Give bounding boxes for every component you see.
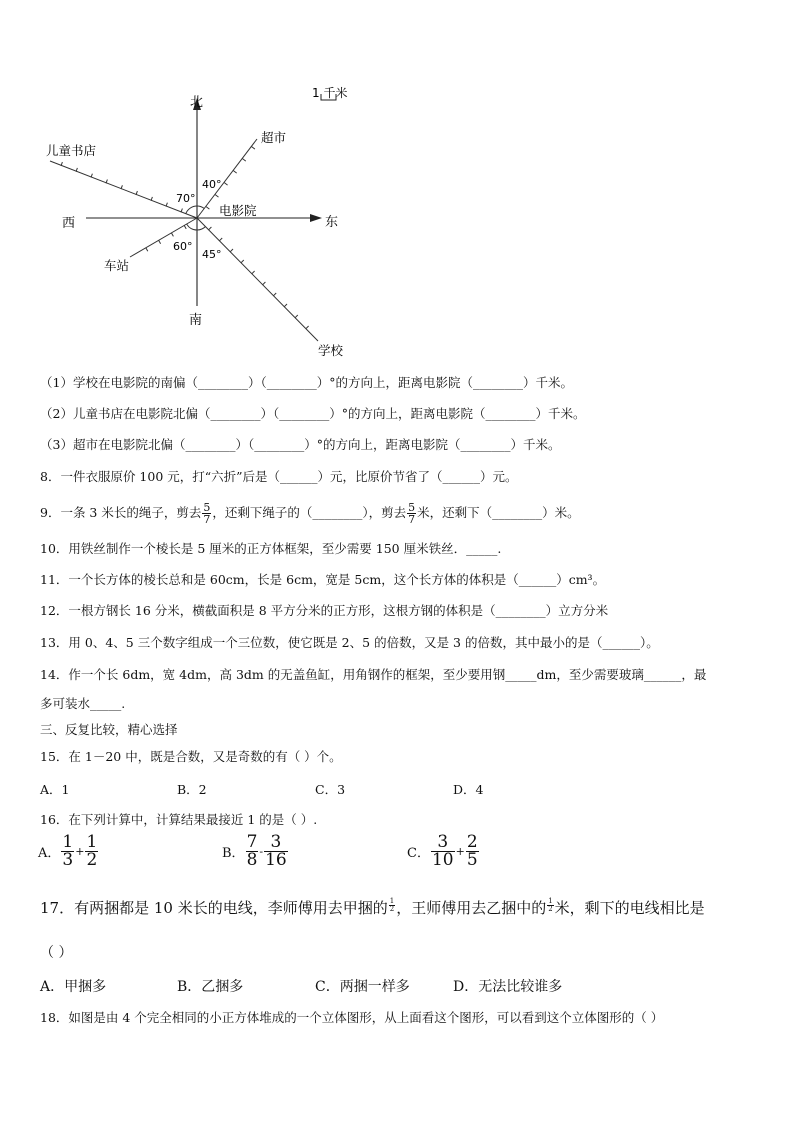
q9-f2-numerator: 5 bbox=[408, 501, 416, 514]
label-angle-60: 60° bbox=[173, 240, 193, 253]
q17-f2-n: 1 bbox=[548, 897, 553, 905]
q17-f2-d: 2 bbox=[548, 905, 553, 913]
q16-c-f1-d: 10 bbox=[431, 850, 454, 870]
direction-diagram bbox=[0, 80, 380, 360]
question-16: 16．在下列计算中，计算结果最接近 1 的是（ ）. bbox=[40, 812, 318, 827]
label-center: 电影院 bbox=[219, 203, 257, 218]
ray-school bbox=[197, 218, 318, 341]
label-school: 学校 bbox=[318, 343, 344, 358]
q15-option-a[interactable]: A．1 bbox=[40, 782, 70, 797]
question-13: 13．用 0、4、5 三个数字组成一个三位数，使它既是 2、5 的倍数，又是 3 的倍数，其中最小的是（______）。 bbox=[40, 635, 659, 650]
q16-c-fraction-2 bbox=[466, 834, 479, 869]
ray-children-bookstore bbox=[50, 161, 197, 218]
q9-f1-numerator: 5 bbox=[203, 501, 211, 514]
q17-fraction-1 bbox=[389, 898, 395, 913]
q16-b-fraction-1 bbox=[246, 834, 259, 869]
q16-b-f1-d: 8 bbox=[246, 850, 258, 870]
q16-c-fraction-1 bbox=[431, 834, 455, 869]
q16-b-f2-n: 3 bbox=[264, 834, 288, 852]
label-west: 西 bbox=[62, 216, 76, 231]
q16-c-f2-n: 2 bbox=[466, 832, 478, 852]
question-9 bbox=[40, 496, 580, 530]
label-angle-45: 45° bbox=[202, 248, 222, 261]
arc-45 bbox=[197, 227, 205, 230]
q9-text-b: ，还剩下绳子的（________），剪去 bbox=[212, 505, 407, 520]
label-angle-40: 40° bbox=[202, 178, 222, 191]
question-15: 15．在 1－20 中，既是合数，又是奇数的有（ ）个。 bbox=[40, 749, 342, 764]
q17-answer-paren: （ ） bbox=[40, 945, 73, 961]
q16-option-b[interactable] bbox=[222, 834, 289, 869]
ray-ticks bbox=[61, 147, 309, 329]
q17-text-a: 17．有两捆都是 10 米长的电线，李师傅用去甲捆的 bbox=[40, 899, 388, 917]
q17-f1-n: 1 bbox=[389, 897, 395, 905]
question-12: 12．一根方钢长 16 分米，横截面积是 8 平方分米的正方形，这根方钢的体积是（________）立方分米 bbox=[40, 603, 609, 618]
q17-option-d[interactable]: D．无法比较谁多 bbox=[453, 979, 563, 995]
q9-fraction-1 bbox=[202, 502, 211, 525]
q17-fraction-2 bbox=[547, 898, 553, 913]
question-14-line1: 14．作一个长 6dm，宽 4dm，高 3dm 的无盖鱼缸，用角钢作的框架，至少要用钢_____dm，至少需要玻璃______，最 bbox=[40, 667, 707, 682]
q16-a-f2-n: 1 bbox=[86, 832, 98, 852]
q17-text-b: ，王师傅用去乙捆中的 bbox=[396, 899, 547, 917]
q16-c-f2-d: 5 bbox=[466, 850, 478, 870]
q16-a-f1-n: 1 bbox=[62, 832, 74, 852]
q16-b-f1-n: 7 bbox=[246, 832, 258, 852]
arc-60 bbox=[187, 224, 197, 230]
q7-sub3: （3）超市在电影院北偏（________）（________）°的方向上，距离电影院（________）千米。 bbox=[40, 437, 561, 452]
scale-label: 1 千米 bbox=[312, 86, 348, 100]
q16-a-f1-d: 3 bbox=[62, 850, 74, 870]
q17-text-c: 米，剩下的电线相比是 bbox=[554, 899, 705, 917]
east-arrow bbox=[310, 214, 322, 222]
arc-40 bbox=[197, 206, 204, 209]
q16-c-f1-n: 3 bbox=[431, 834, 455, 852]
q16-b-op: - bbox=[259, 845, 264, 858]
q17-f1-d: 2 bbox=[389, 905, 395, 913]
label-angle-70: 70° bbox=[176, 192, 196, 205]
q17-option-a[interactable]: A．甲捆多 bbox=[40, 979, 107, 995]
q16-a-op: + bbox=[75, 845, 85, 858]
q17-option-c[interactable]: C．两捆一样多 bbox=[315, 979, 410, 995]
q16-a-label: A． bbox=[38, 846, 61, 861]
label-north: 北 bbox=[190, 95, 204, 110]
q9-text-a: 9．一条 3 米长的绳子，剪去 bbox=[40, 505, 202, 520]
q15-option-d[interactable]: D．4 bbox=[453, 782, 484, 797]
q16-b-fraction-2 bbox=[264, 834, 288, 869]
q9-text-c: 米，还剩下（________）米。 bbox=[417, 505, 580, 520]
arc-70 bbox=[186, 206, 197, 214]
label-supermarket: 超市 bbox=[261, 130, 287, 145]
q16-a-f2-d: 2 bbox=[86, 850, 98, 870]
question-11: 11．一个长方体的棱长总和是 60cm，长是 6cm，宽是 5cm，这个长方体的体积是（______）cm³。 bbox=[40, 572, 606, 587]
q16-a-fraction-2 bbox=[85, 834, 98, 869]
q16-option-c[interactable] bbox=[407, 834, 480, 869]
question-17 bbox=[40, 898, 705, 918]
q15-option-c[interactable]: C．3 bbox=[315, 782, 346, 797]
q16-c-op: + bbox=[455, 845, 465, 858]
section-3-title: 三、反复比较，精心选择 bbox=[40, 722, 178, 737]
q9-f1-denominator: 7 bbox=[203, 513, 211, 526]
label-south: 南 bbox=[189, 313, 203, 328]
q9-fraction-2 bbox=[407, 502, 416, 525]
q16-c-label: C． bbox=[407, 846, 430, 861]
q9-f2-denominator: 7 bbox=[408, 513, 416, 526]
q16-option-a[interactable] bbox=[38, 834, 99, 869]
q16-a-fraction-1 bbox=[61, 834, 74, 869]
question-14-line2: 多可装水_____. bbox=[40, 696, 126, 711]
q7-sub2: （2）儿童书店在电影院北偏（________）（________）°的方向上，距离电影院（________）千米。 bbox=[40, 406, 586, 421]
q7-sub1: （1）学校在电影院的南偏（________）（________）°的方向上，距离电影院（________）千米。 bbox=[40, 375, 573, 390]
label-east: 东 bbox=[325, 215, 339, 230]
question-18: 18．如图是由 4 个完全相同的小正方体堆成的一个立体图形，从上面看这个图形，可以看到这个立体图形的（ ） bbox=[40, 1010, 664, 1025]
question-10: 10．用铁丝制作一个棱长是 5 厘米的正方体框架，至少需要 150 厘米铁丝．_____. bbox=[40, 541, 502, 556]
question-8: 8．一件衣服原价 100 元，打“六折”后是（______）元，比原价节省了（______）元。 bbox=[40, 469, 518, 484]
q16-b-f2-d: 16 bbox=[265, 850, 287, 870]
q17-option-b[interactable]: B．乙捆多 bbox=[177, 979, 244, 995]
q15-option-b[interactable]: B．2 bbox=[177, 782, 207, 797]
label-children-bookstore: 儿童书店 bbox=[46, 143, 97, 158]
q16-b-label: B． bbox=[222, 846, 245, 861]
label-station: 车站 bbox=[104, 258, 130, 273]
